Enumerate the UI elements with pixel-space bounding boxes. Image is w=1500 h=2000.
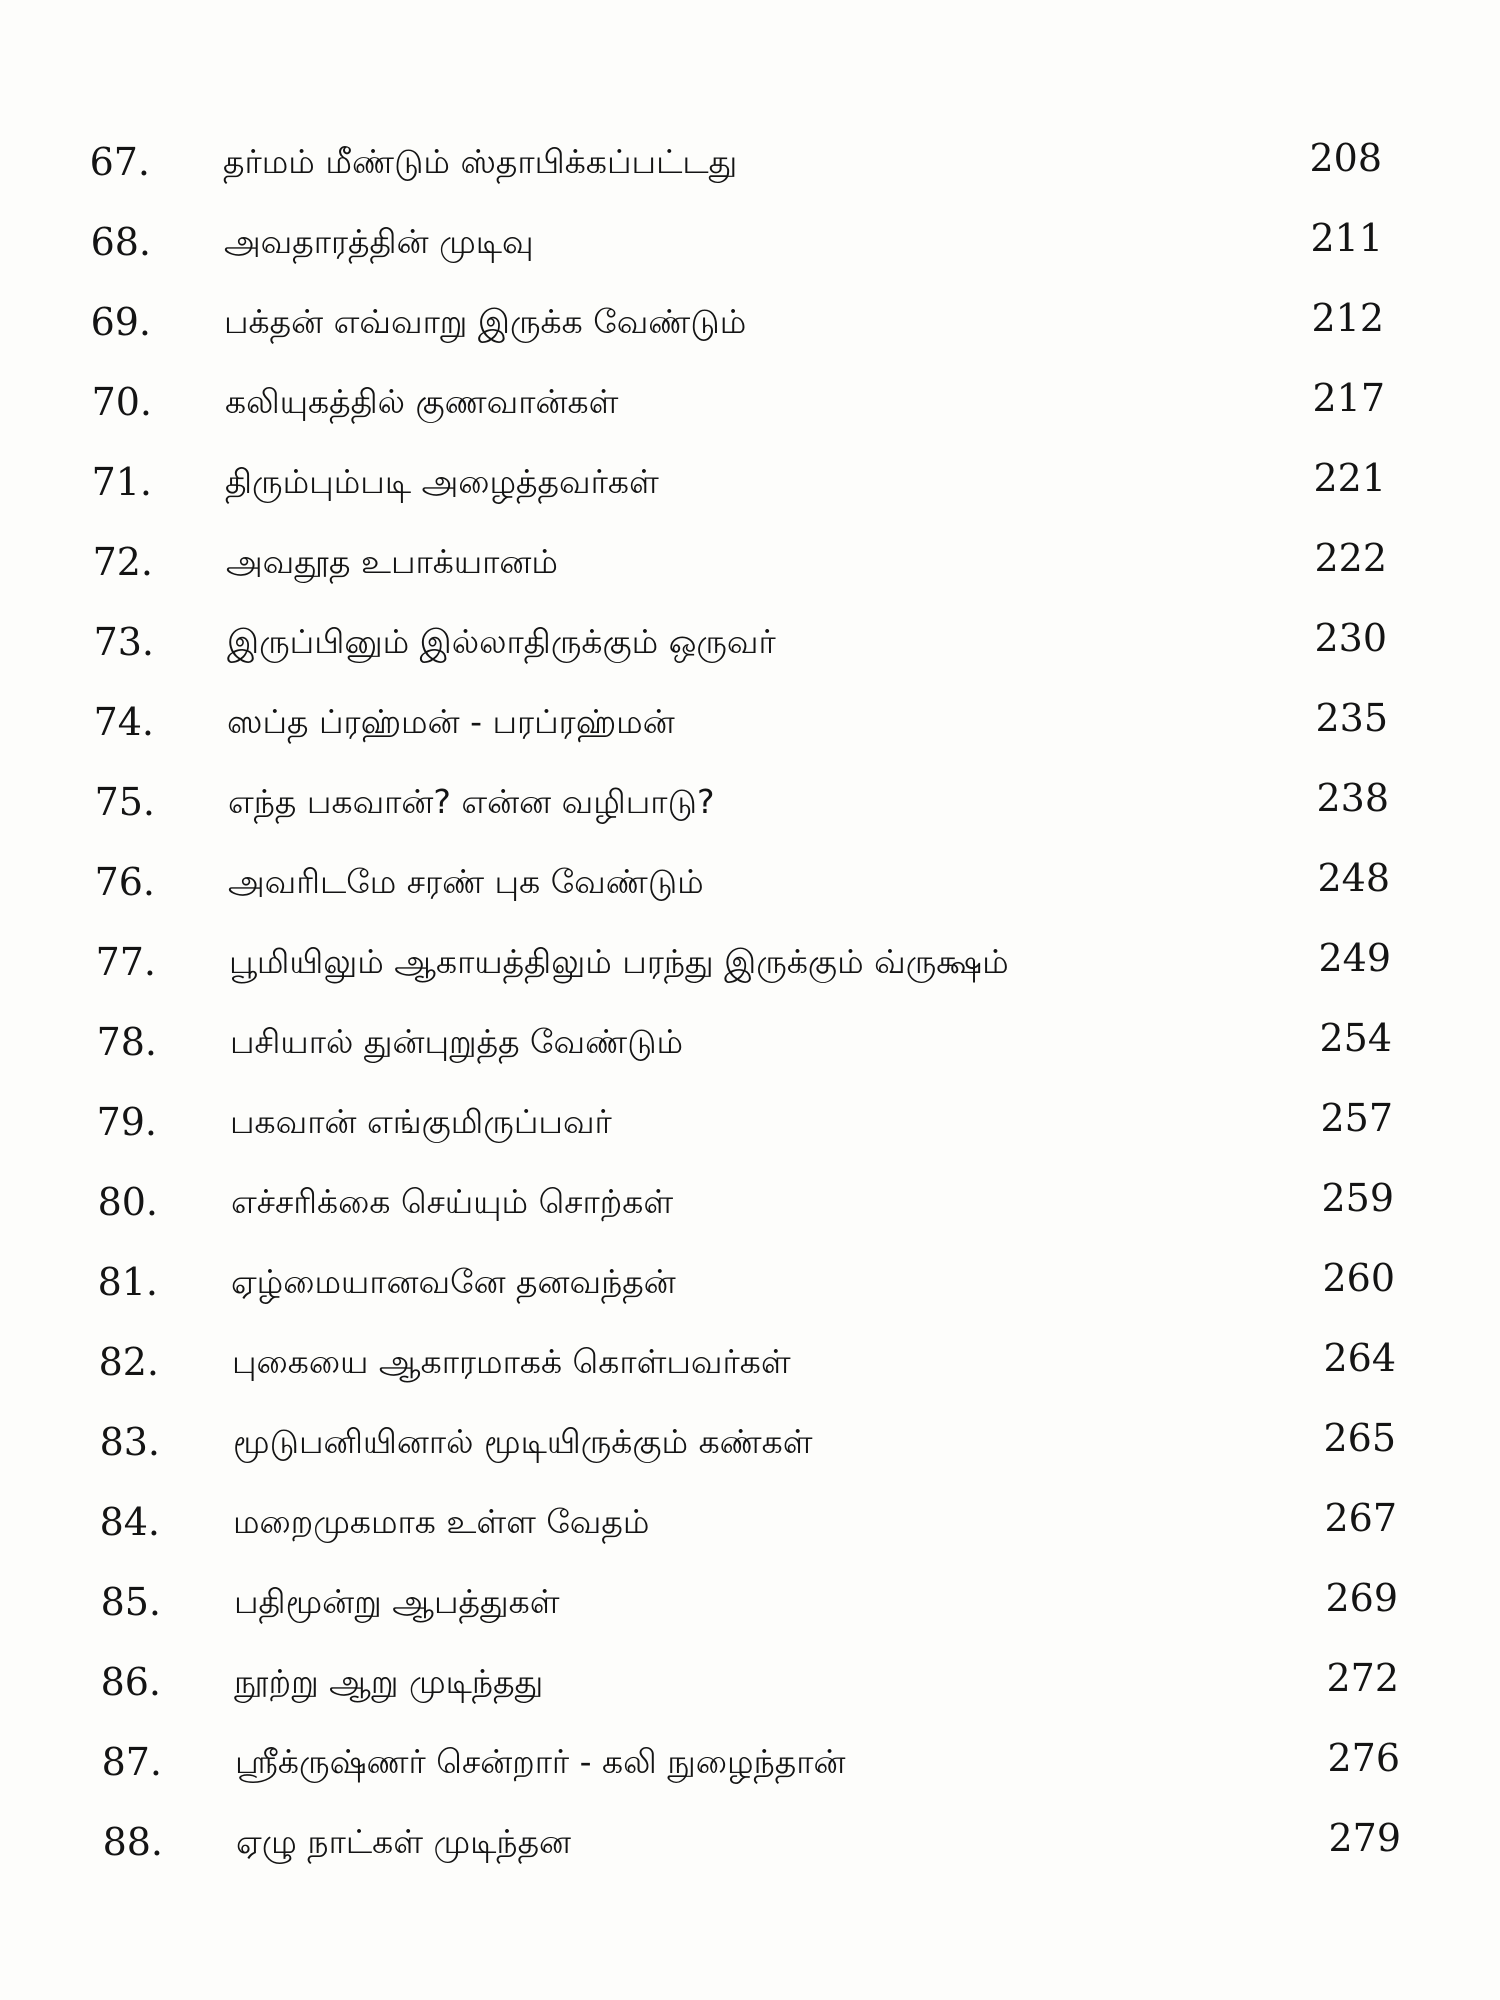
toc-entry [0,202,1500,282]
toc-entry-number: 80. [97,1180,158,1224]
toc-entry [0,1322,1500,1402]
toc-entry [0,762,1500,842]
toc-entry [0,1082,1500,1162]
toc-entry [0,362,1500,442]
toc-entry-title: பசியால் துன்புறுத்த வேண்டும் [230,1022,684,1061]
toc-entry-page: 269 [1325,1576,1398,1620]
toc-entry [0,1002,1500,1082]
toc-entry-page: 265 [1323,1416,1396,1460]
toc-entry-number: 78. [96,1020,157,1064]
toc-entry-number: 73. [93,620,154,664]
toc-entry-title: அவதூத உபாக்யானம் [226,542,558,581]
toc-entry-title: அவதாரத்தின் முடிவு [224,222,534,261]
toc-entry-title: மறைமுகமாக உள்ள வேதம் [233,1502,650,1541]
toc-entry [0,602,1500,682]
toc-entry-page: 212 [1311,296,1384,340]
toc-entry-number: 81. [97,1260,158,1304]
toc-entry-page: 230 [1314,616,1387,660]
toc-entry [0,1402,1500,1482]
toc-entry-number: 69. [90,300,151,344]
toc-entry-number: 70. [91,380,152,424]
toc-entry [0,1642,1500,1722]
toc-entry-title: பதிமூன்று ஆபத்துகள் [234,1582,560,1621]
toc-entry-number: 86. [100,1660,161,1704]
toc-entry-page: 221 [1313,456,1386,500]
toc-entry-number: 72. [92,540,153,584]
toc-entry [0,922,1500,1002]
toc-entry-number: 84. [99,1500,160,1544]
toc-entry-number: 76. [94,860,155,904]
toc-entry-title: ஏழு நாட்கள் முடிந்தன [236,1822,572,1861]
toc-entry-title: பக்தன் எவ்வாறு இருக்க வேண்டும் [224,302,747,341]
table-of-contents [0,122,1500,1882]
toc-entry-number: 82. [98,1340,159,1384]
toc-entry-title: ஸப்த ப்ரஹ்மன் - பரப்ரஹ்மன் [227,702,675,741]
toc-entry-page: 279 [1328,1816,1401,1860]
toc-entry-page: 264 [1323,1336,1396,1380]
toc-entry-page: 254 [1319,1016,1392,1060]
toc-entry-number: 88. [102,1820,163,1864]
toc-entry-title: இருப்பினும் இல்லாதிருக்கும் ஒருவர் [227,622,776,661]
toc-entry-title: அவரிடமே சரண் புக வேண்டும் [228,862,704,901]
toc-entry-page: 208 [1309,136,1382,180]
toc-entry [0,282,1500,362]
toc-entry-page: 248 [1317,856,1390,900]
toc-entry-title: எந்த பகவான்? என்ன வழிபாடு? [228,782,715,821]
toc-entry [0,442,1500,522]
toc-entry [0,682,1500,762]
toc-entry-page: 272 [1326,1656,1399,1700]
toc-entry-page: 259 [1321,1176,1394,1220]
toc-entry-page: 238 [1316,776,1389,820]
toc-entry-page: 260 [1322,1256,1395,1300]
toc-entry-number: 68. [90,220,151,264]
toc-entry-title: மூடுபனியினால் மூடியிருக்கும் கண்கள் [233,1422,813,1461]
toc-entry-title: பகவான் எங்குமிருப்பவர் [230,1102,612,1141]
toc-entry [0,1722,1500,1802]
toc-entry-number: 83. [99,1420,160,1464]
toc-entry-page: 276 [1327,1736,1400,1780]
toc-entry-page: 217 [1312,376,1385,420]
toc-entry-page: 222 [1314,536,1387,580]
toc-entry [0,842,1500,922]
toc-entry-title: புகையை ஆகாரமாகக் கொள்பவர்கள் [232,1342,791,1381]
toc-entry-number: 77. [95,940,156,984]
toc-entry-title: ஏழ்மையானவனே தனவந்தன் [231,1262,676,1301]
toc-entry-number: 87. [101,1740,162,1784]
toc-entry-number: 75. [94,780,155,824]
toc-entry [0,1162,1500,1242]
toc-entry [0,122,1500,202]
toc-entry [0,1802,1500,1882]
toc-entry-number: 74. [93,700,154,744]
toc-entry-page: 235 [1315,696,1388,740]
toc-entry [0,1482,1500,1562]
toc-entry-page: 249 [1318,936,1391,980]
toc-entry [0,1242,1500,1322]
toc-entry-title: கலியுகத்தில் குணவான்கள் [225,382,619,421]
toc-entry-page: 267 [1324,1496,1397,1540]
toc-entry-number: 85. [100,1580,161,1624]
toc-entry-number: 67. [89,140,150,184]
toc-entry-title: நூற்று ஆறு முடிந்தது [234,1662,544,1701]
toc-entry [0,522,1500,602]
toc-entry [0,1562,1500,1642]
toc-entry-number: 79. [96,1100,157,1144]
toc-entry-page: 257 [1320,1096,1393,1140]
toc-entry-title: திரும்பும்படி அழைத்தவர்கள் [225,462,659,501]
toc-entry-page: 211 [1310,216,1383,260]
toc-entry-title: பூமியிலும் ஆகாயத்திலும் பரந்து இருக்கும் வ்ருக்ஷம் [229,942,1009,981]
toc-entry-number: 71. [91,460,152,504]
toc-entry-title: தர்மம் மீண்டும் ஸ்தாபிக்கப்பட்டது [223,142,738,181]
toc-entry-title: எச்சரிக்கை செய்யும் சொற்கள் [231,1182,674,1221]
toc-entry-title: ஸ்ரீக்ருஷ்ணர் சென்றார் - கலி நுழைந்தான் [235,1742,846,1781]
